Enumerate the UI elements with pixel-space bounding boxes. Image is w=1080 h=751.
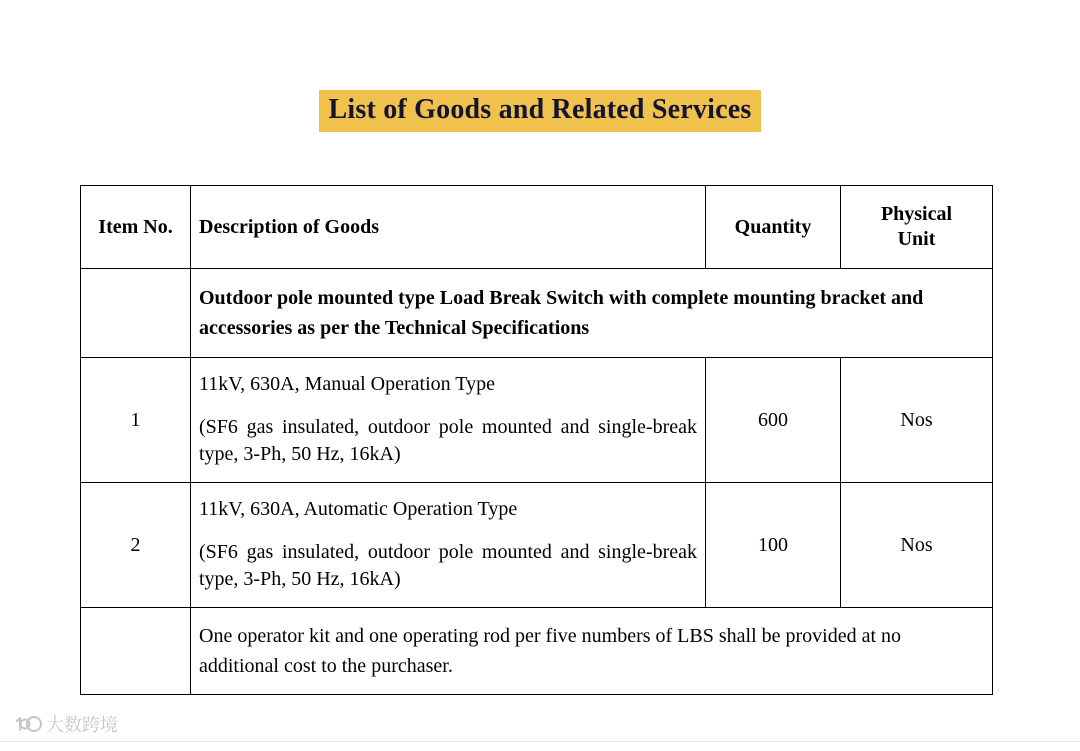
goods-table (80, 185, 993, 695)
page-title-wrap (0, 90, 1080, 132)
note-text-cell: One operator kit and one operating rod per five numbers of LBS shall be provided at no additional cost to the purchaser. (191, 608, 993, 695)
unit-cell: Nos (841, 483, 993, 608)
item-description-details: (SF6 gas insulated, outdoor pole mounted and single-break type, 3-Ph, 50 Hz, 16kA) (199, 540, 697, 590)
header-physical-unit (841, 186, 993, 269)
intro-text-cell: Outdoor pole mounted type Load Break Switch with complete mounting bracket and accessories as per the Technical Specifications (191, 269, 993, 358)
header-item-no (81, 186, 191, 269)
page-title: List of Goods and Related Services (319, 90, 762, 132)
header-description (191, 186, 706, 269)
description-cell (191, 483, 706, 608)
table-row (81, 358, 993, 483)
item-description-title: 11kV, 630A, Manual Operation Type (199, 372, 495, 395)
table-row (81, 483, 993, 608)
item-description-title: 11kV, 630A, Automatic Operation Type (199, 497, 518, 520)
header-physical-unit-label: Physical Unit (880, 203, 953, 250)
quantity-cell: 100 (706, 483, 841, 608)
intro-row (81, 269, 993, 358)
watermark-text: 大数跨境 (46, 715, 118, 735)
item-no-cell: 2 (81, 483, 191, 608)
unit-cell: Nos (841, 358, 993, 483)
note-item-no-cell (81, 608, 191, 695)
item-no-cell: 1 (81, 358, 191, 483)
item-description-details: (SF6 gas insulated, outdoor pole mounted and single-break type, 3-Ph, 50 Hz, 16kA) (199, 415, 697, 465)
watermark-logo-icon (16, 714, 42, 734)
page-bottom-divider (0, 741, 1080, 742)
watermark (16, 711, 118, 737)
intro-item-no-cell (81, 269, 191, 358)
header-quantity-label: Quantity (734, 215, 812, 238)
header-description-label: Description of Goods (199, 215, 379, 238)
description-cell (191, 358, 706, 483)
header-quantity (706, 186, 841, 269)
quantity-cell: 600 (706, 358, 841, 483)
note-row (81, 608, 993, 695)
header-item-no-label: Item No. (98, 215, 173, 238)
table-header-row (81, 186, 993, 269)
